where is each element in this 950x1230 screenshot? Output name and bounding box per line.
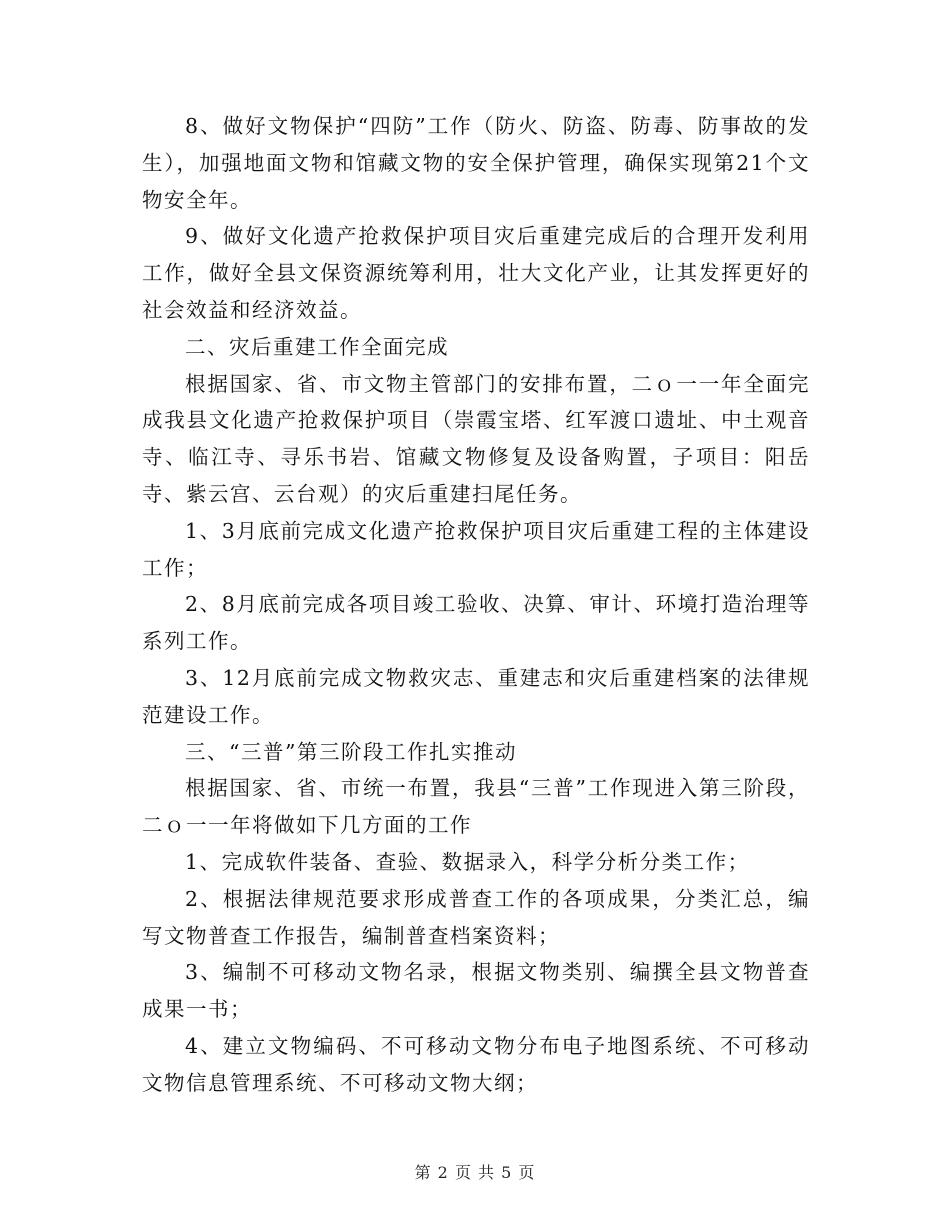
- section-3-item-3: 3、编制不可移动文物名录，根据文物类别、编撰全县文物普查成果一书；: [142, 960, 810, 1022]
- paragraph-item-8: 8、做好文物保护“四防”工作（防火、防盗、防毒、防事故的发生），加强地面文物和馆藏文物的安全保护管理，确保实现第21个文物安全年。: [142, 114, 810, 212]
- section-2-item-3: 3、12月底前完成文物救灾志、重建志和灾后重建档案的法律规范建设工作。: [142, 665, 810, 727]
- section-3-item-2: 2、根据法律规范要求形成普查工作的各项成果，分类汇总，编写文物普查工作报告，编制普查档案资料；: [142, 886, 810, 948]
- section-2-intro: 根据国家、省、市文物主管部门的安排布置，二ｏ一一年全面完成我县文化遗产抢救保护项目（崇霞宝塔、红军渡口遗址、中土观音寺、临江寺、寻乐书岩、馆藏文物修复及设备购置，子项目：阳岳寺、紫云宫、云台观）的灾后重建扫尾任务。: [142, 371, 810, 506]
- section-3-intro: 根据国家、省、市统一布置，我县“三普”工作现进入第三阶段，二ｏ一一年将做如下几方面的工作: [142, 776, 810, 838]
- section-heading-2: 二、灾后重建工作全面完成: [185, 334, 450, 359]
- page-number-label: 第 2 页 共 5 页: [414, 1163, 536, 1182]
- section-heading-3: 三、“三普”第三阶段工作扎实推动: [185, 739, 518, 764]
- section-3-item-4: 4、建立文物编码、不可移动文物分布电子地图系统、不可移动文物信息管理系统、不可移动文物大纲；: [142, 1033, 810, 1095]
- document-body: [142, 108, 810, 1102]
- paragraph-item-9: 9、做好文化遗产抢救保护项目灾后重建完成后的合理开发利用工作，做好全县文保资源统筹利用，壮大文化产业，让其发挥更好的社会效益和经济效益。: [142, 224, 810, 322]
- section-2-item-2: 2、8月底前完成各项目竣工验收、决算、审计、环境打造治理等系列工作。: [142, 592, 810, 654]
- page-footer: [0, 1160, 950, 1183]
- section-3-item-1: 1、完成软件装备、查验、数据录入，科学分析分类工作；: [185, 849, 750, 874]
- section-2-item-1: 1、3月底前完成文化遗产抢救保护项目灾后重建工程的主体建设工作；: [142, 518, 810, 580]
